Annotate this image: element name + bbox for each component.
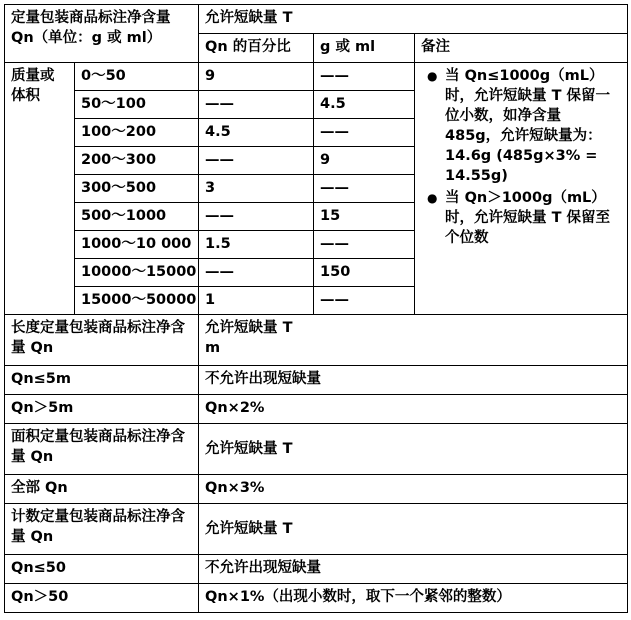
range-cell: 1000～10 000 <box>75 231 199 259</box>
table-row <box>5 395 628 424</box>
table-row <box>5 584 628 613</box>
percent-cell: 9 <box>199 63 314 91</box>
range-cell: 50～100 <box>75 91 199 119</box>
condition-cell: Qn＞50 <box>5 584 199 613</box>
value-cell: Qn×1%（出现小数时，取下一个紧邻的整数） <box>199 584 628 613</box>
range-cell: 500～1000 <box>75 203 199 231</box>
notes-cell <box>415 63 628 315</box>
range-cell: 15000～50000 <box>75 287 199 315</box>
value-cell: 不允许出现短缺量 <box>199 555 628 584</box>
bullet-icon: ● <box>427 69 438 83</box>
note-item <box>427 66 621 186</box>
condition-cell: 全部 Qn <box>5 475 199 504</box>
table-row <box>5 366 628 395</box>
net-content-shortage-table <box>4 4 628 613</box>
count-title: 计数定量包装商品标注净含量 Qn <box>5 504 199 555</box>
percent-cell: 1 <box>199 287 314 315</box>
subheader-note: 备注 <box>415 34 628 63</box>
percent-cell: 4.5 <box>199 119 314 147</box>
value-cell: 不允许出现短缺量 <box>199 366 628 395</box>
area-section-header <box>5 424 628 475</box>
range-cell: 100～200 <box>75 119 199 147</box>
table-row <box>5 475 628 504</box>
length-shortage-unit: m <box>205 340 221 356</box>
header-qn-cell: 定量包装商品标注净含量 Qn（单位：g 或 ml） <box>5 5 199 63</box>
condition-cell: Qn≤5m <box>5 366 199 395</box>
length-section-header <box>5 315 628 366</box>
condition-cell: Qn≤50 <box>5 555 199 584</box>
mass-volume-label: 质量或体积 <box>5 63 75 315</box>
percent-cell: 1.5 <box>199 231 314 259</box>
gml-cell: —— <box>314 175 415 203</box>
header-shortage-cell: 允许短缺量 T <box>199 5 628 34</box>
gml-cell: —— <box>314 119 415 147</box>
gml-cell: 4.5 <box>314 91 415 119</box>
area-shortage-label: 允许短缺量 T <box>199 424 628 475</box>
length-shortage-cell <box>199 315 628 366</box>
value-cell: Qn×2% <box>199 395 628 424</box>
condition-cell: Qn＞5m <box>5 395 199 424</box>
range-cell: 0～50 <box>75 63 199 91</box>
table-row <box>5 63 628 91</box>
range-cell: 200～300 <box>75 147 199 175</box>
subheader-unit: g 或 ml <box>314 34 415 63</box>
table-row <box>5 555 628 584</box>
gml-cell: 15 <box>314 203 415 231</box>
range-cell: 300～500 <box>75 175 199 203</box>
gml-cell: 150 <box>314 259 415 287</box>
note-item <box>427 188 621 248</box>
percent-cell: —— <box>199 91 314 119</box>
subheader-percent: Qn 的百分比 <box>199 34 314 63</box>
header-row <box>5 5 628 34</box>
area-title: 面积定量包装商品标注净含量 Qn <box>5 424 199 475</box>
length-shortage-label: 允许短缺量 T <box>205 320 293 336</box>
gml-cell: —— <box>314 63 415 91</box>
range-cell: 10000～15000 <box>75 259 199 287</box>
length-title: 长度定量包装商品标注净含量 Qn <box>5 315 199 366</box>
percent-cell: —— <box>199 203 314 231</box>
count-shortage-label: 允许短缺量 T <box>199 504 628 555</box>
percent-cell: 3 <box>199 175 314 203</box>
count-section-header <box>5 504 628 555</box>
value-cell: Qn×3% <box>199 475 628 504</box>
note-text: 当 Qn＞1000g（mL）时，允许短缺量 T 保留至个位数 <box>445 190 611 246</box>
gml-cell: —— <box>314 231 415 259</box>
percent-cell: —— <box>199 259 314 287</box>
note-text: 当 Qn≤1000g（mL）时，允许短缺量 T 保留一位小数，如净含量 485g，允许短缺量为：14.6g (485g×3% = 14.55g) <box>445 68 611 184</box>
percent-cell: —— <box>199 147 314 175</box>
bullet-icon: ● <box>427 191 438 205</box>
gml-cell: —— <box>314 287 415 315</box>
gml-cell: 9 <box>314 147 415 175</box>
